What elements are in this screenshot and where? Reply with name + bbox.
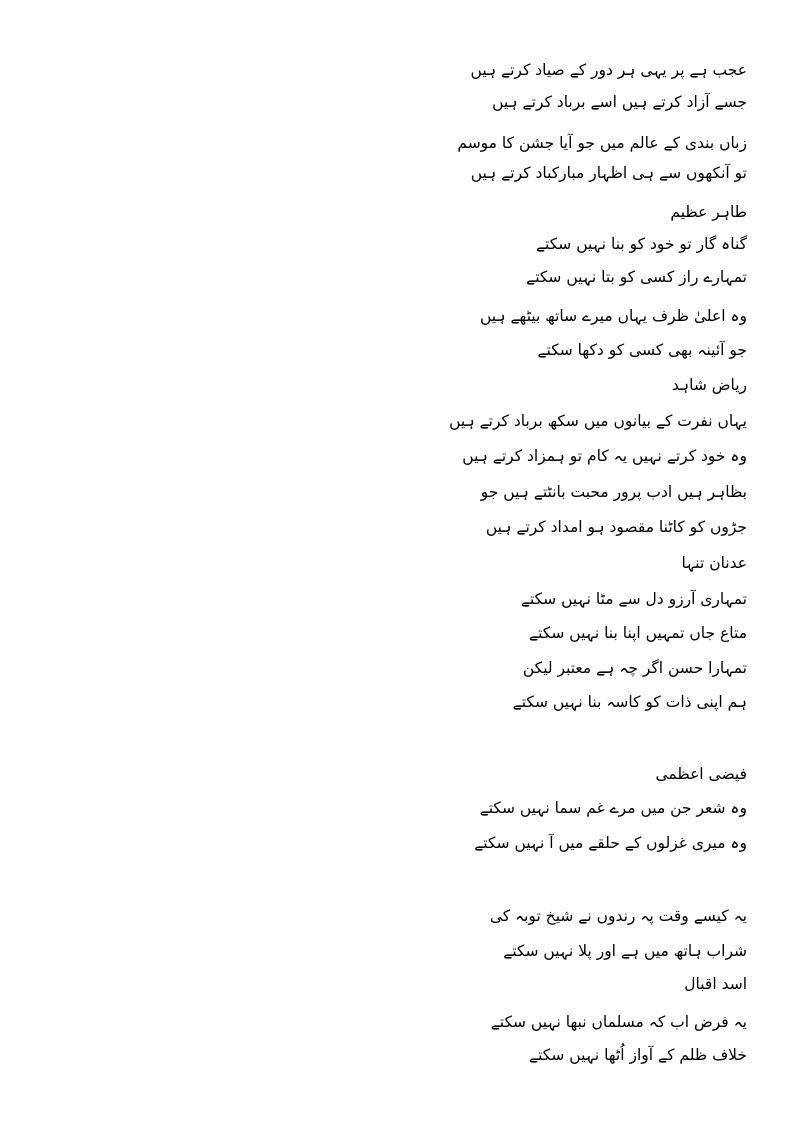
poet-name: ریاض شاہد [671,376,747,394]
verse-line: وہ میری غزلوں کے حلقے میں آ نہیں سکتے [474,834,747,852]
verse-line: جسے آزاد کرتے ہیں اسے برباد کرتے ہیں [492,93,747,111]
verse-line: یہ کیسے وقت پہ رندوں نے شیخ توبہ کی [489,907,747,925]
verse-line: عجب ہے پر یہی ہر دور کے صیاد کرتے ہیں [470,61,747,79]
verse-line: ہم اپنی ذات کو کاسہ بنا نہیں سکتے [512,693,747,711]
poet-name: طاہر عظیم [670,203,747,221]
verse-line: تو آنکھوں سے ہی اظہار مبارکباد کرتے ہیں [470,164,747,182]
poet-name: فیضی اعظمی [655,765,747,783]
verse-line: وہ خود کرتے نہیں یہ کام تو ہمزاد کرتے ہیں [462,447,747,465]
verse-line: گناہ گار تو خود کو بنا نہیں سکتے [535,235,747,253]
verse-line: یہ فرض اب کہ مسلماں نبھا نہیں سکتے [490,1013,747,1031]
verse-line: وہ شعر جن میں مرے غم سما نہیں سکتے [479,799,747,817]
verse-line: خلاف ظلم کے آواز اُٹھا نہیں سکتے [529,1046,747,1064]
verse-line: تمہارے راز کسی کو بتا نہیں سکتے [526,268,747,286]
verse-line: جو آئینہ بھی کسی کو دکھا سکتے [537,341,747,359]
verse-line: تمہاری آرزو دل سے مٹا نہیں سکتے [520,590,747,608]
verse-line: تمہارا حسن اگر چہ ہے معتبر لیکن [522,659,747,677]
verse-line: بظاہر ہیں ادب پرور محبت بانٹتے ہیں جو [480,483,747,501]
verse-line: متاع جاں تمہیں اپنا بنا نہیں سکتے [529,624,747,642]
poet-name: اسد اقبال [684,975,747,993]
verse-line: زباں بندی کے عالم میں جو آیا جشن کا موسم [457,134,747,152]
verse-line: جڑوں کو کاٹنا مقصود ہو امداد کرتے ہیں [485,518,747,536]
verse-line: یہاں نفرت کے بیانوں میں سکھ برباد کرتے ہیں [449,412,747,430]
verse-line: وہ اعلیٰ ظرف یہاں میرے ساتھ بیٹھے ہیں [479,307,747,325]
poet-name: عدنان تنہا [681,554,747,572]
verse-line: شراب ہاتھ میں ہے اور پلا نہیں سکتے [503,942,747,960]
